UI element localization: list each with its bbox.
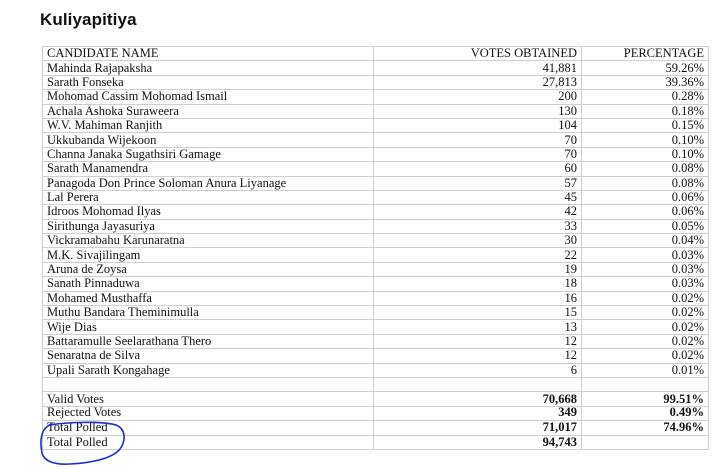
candidate-votes: 18 xyxy=(374,277,582,291)
candidate-percentage: 0.03% xyxy=(582,277,709,291)
candidate-row xyxy=(43,104,709,118)
candidate-row xyxy=(43,349,709,363)
candidate-votes: 12 xyxy=(374,349,582,363)
summary-rows xyxy=(43,377,709,449)
candidate-votes: 15 xyxy=(374,306,582,320)
rejected-votes-label: Rejected Votes xyxy=(43,406,374,420)
candidate-percentage: 0.06% xyxy=(582,205,709,219)
candidate-percentage: 39.36% xyxy=(582,75,709,89)
candidate-votes: 57 xyxy=(374,176,582,190)
column-header-votes: VOTES OBTAINED xyxy=(374,47,582,61)
candidate-name: Achala Ashoka Suraweera xyxy=(43,104,374,118)
candidate-name: Muthu Bandara Theminimulla xyxy=(43,306,374,320)
candidate-name: Senaratna de Silva xyxy=(43,349,374,363)
rejected-votes-row xyxy=(43,406,709,420)
total-polled-count: 71,017 xyxy=(374,421,582,435)
candidate-name: W.V. Mahiman Ranjith xyxy=(43,118,374,132)
candidate-row xyxy=(43,234,709,248)
candidate-votes: 45 xyxy=(374,190,582,204)
candidate-percentage: 0.02% xyxy=(582,306,709,320)
candidate-percentage: 0.18% xyxy=(582,104,709,118)
candidate-name: Ukkubanda Wijekoon xyxy=(43,133,374,147)
candidate-name: Mohomad Cassim Mohomad Ismail xyxy=(43,90,374,104)
candidate-row xyxy=(43,75,709,89)
candidate-row xyxy=(43,190,709,204)
candidate-percentage: 0.03% xyxy=(582,262,709,276)
candidate-name: Mohamed Musthaffa xyxy=(43,291,374,305)
candidate-row xyxy=(43,363,709,377)
total-polled-percentage: 74.96% xyxy=(582,421,709,435)
valid-votes-count: 70,668 xyxy=(374,392,582,406)
registered-votes-label: Total Polled xyxy=(43,435,374,449)
candidate-percentage: 0.06% xyxy=(582,190,709,204)
candidate-percentage: 0.02% xyxy=(582,291,709,305)
candidate-name: Channa Janaka Sugathsiri Gamage xyxy=(43,147,374,161)
registered-votes-count: 94,743 xyxy=(374,435,582,449)
candidate-votes: 13 xyxy=(374,320,582,334)
candidate-percentage: 0.15% xyxy=(582,118,709,132)
candidate-votes: 70 xyxy=(374,133,582,147)
candidate-votes: 27,813 xyxy=(374,75,582,89)
total-polled-label: Total Polled xyxy=(43,421,374,435)
candidate-row xyxy=(43,262,709,276)
candidate-name: Lal Perera xyxy=(43,190,374,204)
candidate-row xyxy=(43,277,709,291)
candidate-row xyxy=(43,320,709,334)
candidate-percentage: 0.05% xyxy=(582,219,709,233)
candidate-votes: 6 xyxy=(374,363,582,377)
candidate-row xyxy=(43,61,709,75)
candidate-row xyxy=(43,176,709,190)
candidate-row xyxy=(43,90,709,104)
candidate-votes: 41,881 xyxy=(374,61,582,75)
candidate-name: Panagoda Don Prince Soloman Anura Liyanage xyxy=(43,176,374,190)
candidate-percentage: 0.28% xyxy=(582,90,709,104)
candidate-row xyxy=(43,248,709,262)
candidate-name: Aruna de Zoysa xyxy=(43,262,374,276)
rejected-votes-count: 349 xyxy=(374,406,582,420)
candidate-votes: 12 xyxy=(374,334,582,348)
candidate-name: Sirithunga Jayasuriya xyxy=(43,219,374,233)
candidate-votes: 42 xyxy=(374,205,582,219)
candidate-votes: 30 xyxy=(374,234,582,248)
candidate-percentage: 0.02% xyxy=(582,334,709,348)
spacer-row xyxy=(43,377,709,391)
candidate-percentage: 0.10% xyxy=(582,133,709,147)
candidate-name: Sarath Manamendra xyxy=(43,162,374,176)
candidate-row xyxy=(43,147,709,161)
candidate-votes: 200 xyxy=(374,90,582,104)
total-polled-row xyxy=(43,421,709,435)
candidate-votes: 33 xyxy=(374,219,582,233)
candidate-percentage: 0.08% xyxy=(582,176,709,190)
registered-votes-row xyxy=(43,435,709,449)
candidate-votes: 60 xyxy=(374,162,582,176)
valid-votes-label: Valid Votes xyxy=(43,392,374,406)
candidate-votes: 22 xyxy=(374,248,582,262)
results-table xyxy=(42,46,709,450)
candidate-votes: 16 xyxy=(374,291,582,305)
column-header-name: CANDIDATE NAME xyxy=(43,47,374,61)
valid-votes-percentage: 99.51% xyxy=(582,392,709,406)
column-header-percentage: PERCENTAGE xyxy=(582,47,709,61)
candidate-name: Wije Dias xyxy=(43,320,374,334)
candidate-name: Vickramabahu Karunaratna xyxy=(43,234,374,248)
candidate-percentage: 0.08% xyxy=(582,162,709,176)
candidate-percentage: 0.04% xyxy=(582,234,709,248)
candidate-percentage: 59.26% xyxy=(582,61,709,75)
candidate-name: Idroos Mohomad Ilyas xyxy=(43,205,374,219)
candidate-row xyxy=(43,306,709,320)
candidate-votes: 104 xyxy=(374,118,582,132)
candidate-percentage: 0.02% xyxy=(582,349,709,363)
candidate-row xyxy=(43,118,709,132)
table-header-row xyxy=(43,47,709,61)
candidate-row xyxy=(43,162,709,176)
candidate-percentage: 0.01% xyxy=(582,363,709,377)
candidate-percentage: 0.03% xyxy=(582,248,709,262)
candidate-name: Sarath Fonseka xyxy=(43,75,374,89)
candidate-votes: 19 xyxy=(374,262,582,276)
candidate-row xyxy=(43,334,709,348)
candidate-name: Mahinda Rajapaksha xyxy=(43,61,374,75)
candidate-name: M.K. Sivajilingam xyxy=(43,248,374,262)
candidate-name: Sanath Pinnaduwa xyxy=(43,277,374,291)
candidate-row xyxy=(43,205,709,219)
candidate-rows xyxy=(43,61,709,378)
candidate-row xyxy=(43,219,709,233)
candidate-votes: 130 xyxy=(374,104,582,118)
registered-votes-percentage xyxy=(582,435,709,449)
rejected-votes-percentage: 0.49% xyxy=(582,406,709,420)
valid-votes-row xyxy=(43,392,709,406)
candidate-percentage: 0.02% xyxy=(582,320,709,334)
candidate-votes: 70 xyxy=(374,147,582,161)
candidate-row xyxy=(43,291,709,305)
candidate-name: Upali Sarath Kongahage xyxy=(43,363,374,377)
page-title: Kuliyapitiya xyxy=(40,10,137,29)
candidate-row xyxy=(43,133,709,147)
candidate-name: Battaramulle Seelarathana Thero xyxy=(43,334,374,348)
candidate-percentage: 0.10% xyxy=(582,147,709,161)
